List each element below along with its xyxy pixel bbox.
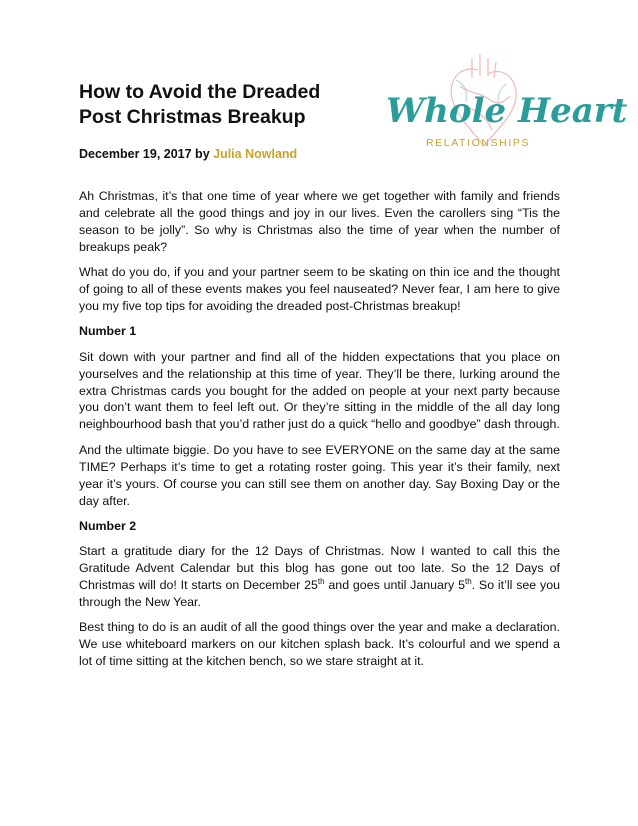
paragraph-4: And the ultimate biggie. Do you have to see EVERYONE on the same day at the same TIME? Perhaps it’s time to get a rotating roster going. This year it’s their family, next year it’s yours. Of course you can still see them on another day. Say Boxing Day or the day after.: [79, 442, 560, 508]
logo-subtitle: RELATIONSHIPS: [426, 137, 531, 149]
title-line-2: Post Christmas Breakup: [79, 106, 306, 128]
author-link[interactable]: Julia Nowland: [213, 147, 298, 161]
paragraph-2: What do you do, if you and your partner seem to be skating on thin ice and the thought of going to all of these events makes you feel nauseated? Never fear, I am here to give you my five top tips for avoiding the dreaded post-Christmas breakup!: [79, 265, 560, 313]
paragraph-3: Sit down with your partner and find all of the hidden expectations that you place on yourselves and the relationship at this time of year. They’ll be there, lurking around the extra Christmas cards you bought for the added on people at your next party because you don’t want them to feel left out. Or they’re sitting in the middle of the all day long neighbourhood bash that you’d rather just do a quick “hello and goodbye” dash through.: [79, 349, 560, 432]
article-title: [79, 80, 379, 130]
section-heading-2: Number 2: [79, 518, 137, 533]
logo-wordmark: Whole Heart: [386, 91, 628, 131]
article-body: [79, 188, 560, 679]
title-line-1: How to Avoid the Dreaded: [79, 81, 321, 103]
paragraph-5: [79, 543, 560, 611]
paragraph-6: Best thing to do is an audit of all the good things over the year and make a declaration. We use whiteboard markers on our kitchen splash back. It’s colourful and we spend a lot of time sitting at the kitchen bench, so we stare straight at it.: [79, 620, 560, 669]
whole-heart-logo: [380, 50, 628, 160]
paragraph-5-part-c: . So it’ll see you through the New Year.: [79, 578, 560, 610]
paragraph-5-part-b: and goes until January 5: [324, 578, 465, 593]
post-date: December 19, 2017 by: [79, 147, 214, 161]
paragraph-1: Ah Christmas, it’s that one time of year where we get together with family and friends and celebrate all the good things and joy in our lives. Even the carollers sing “Tis the season to be jolly”. So why is Christmas also the time of year when the number of breakups peak?: [79, 189, 560, 254]
section-heading-1: Number 1: [79, 324, 137, 339]
ordinal-suffix-2: th: [464, 577, 472, 586]
paragraph-5-part-a: Start a gratitude diary for the 12 Days of Christmas. Now I wanted to call this the Gratitude Advent Calendar but this blog has gone out too late. So the 12 Days of Christmas will do! It starts on December 25: [79, 544, 560, 593]
byline: [79, 146, 297, 162]
ordinal-suffix-1: th: [317, 577, 325, 586]
anatomical-heart-icon: [380, 50, 628, 160]
